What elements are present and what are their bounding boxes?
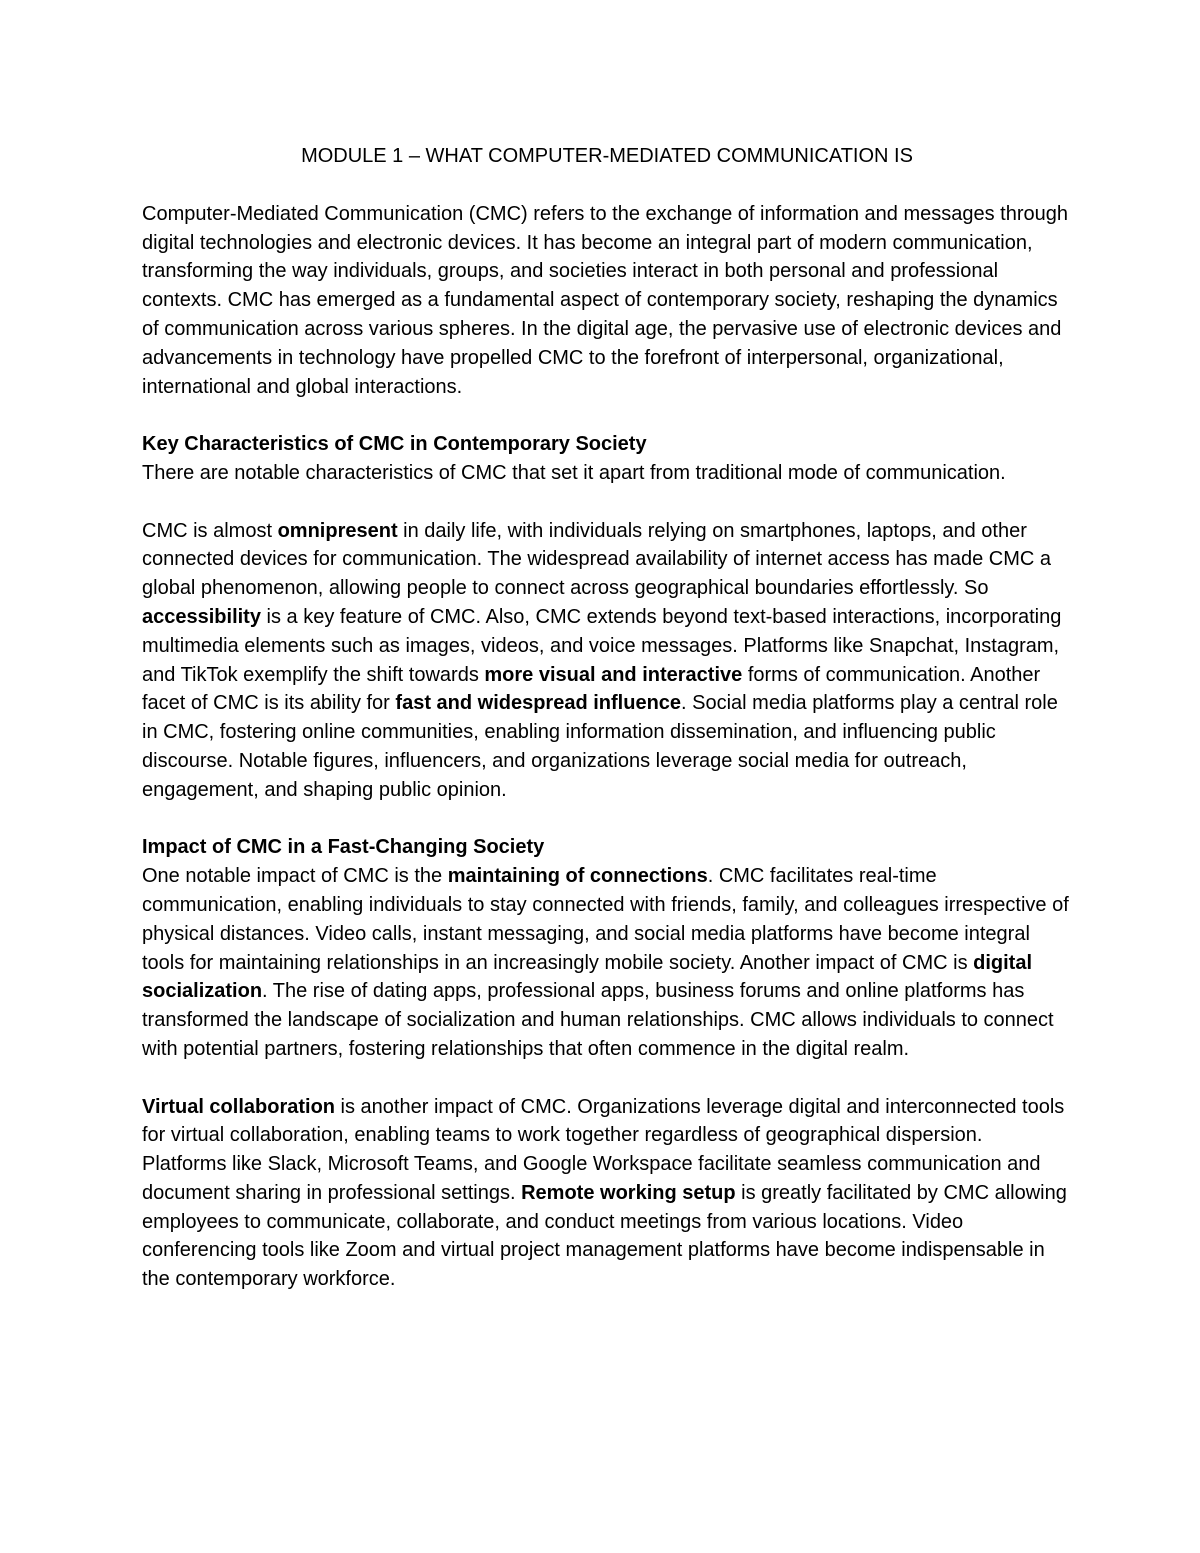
text-run: forms of communication. Another facet of CMC is its ability for (142, 663, 1041, 715)
collaboration-paragraph (142, 1093, 1072, 1295)
text-run: in daily life, with individuals relying on smartphones, laptops, and other connected devices for communication. The widespread availability of internet access has made CMC a global phenomenon, allowing people to connect across geographical boundaries effortlessly. So (142, 519, 1051, 600)
document-page (142, 142, 1072, 1294)
text-run: One notable impact of CMC is the (142, 865, 448, 888)
emphasis-omnipresent: omnipresent (277, 519, 398, 542)
intro-paragraph: Computer-Mediated Communication (CMC) refers to the exchange of information and messages through digital technologies and electronic devices. It has become an integral part of modern communication, transforming the way individuals, groups, and societies interact in both personal and professional contexts. CMC has emerged as a fundamental aspect of contemporary society, reshaping the dynamics of communication across various spheres. In the digital age, the pervasive use of electronic devices and advancements in technology have propelled CMC to the forefront of interpersonal, organizational, international and global interactions. (142, 202, 1068, 398)
emphasis-virtual-collaboration: Virtual collaboration (142, 1095, 335, 1118)
page-title: MODULE 1 – WHAT COMPUTER-MEDIATED COMMUNICATION IS (301, 145, 913, 167)
impact-paragraph (142, 862, 1072, 1064)
text-run: . The rise of dating apps, professional apps, business forums and online platforms has transformed the landscape of socialization and human relationships. CMC allows individuals to connect with potential partners, fostering relationships that often commence in the digital realm. (142, 980, 1054, 1060)
emphasis-remote-working: Remote working setup (521, 1181, 736, 1204)
text-run: . CMC facilitates real-time communication, enabling individuals to stay connected with friends, family, and colleagues irrespective of physical distances. Video calls, instant messaging, and social media platforms have become integral tools for maintaining relationships in an increasingly mobile society. Another impact of CMC is (142, 865, 1069, 974)
text-run: is another impact of CMC. Organizations leverage digital and interconnected tools for virtual collaboration, enabling teams to work together regardless of geographical dispersion. Platforms like Slack, Microsoft Teams, and Google Workspace facilitate seamless communication and document sharing in professional settings. (142, 1095, 1065, 1204)
text-run: is a key feature of CMC. Also, CMC extends beyond text-based interactions, incorporating multimedia elements such as images, videos, and voice messages. Platforms like Snapchat, Instagram, and TikTok exemplify the shift towards (142, 605, 1062, 686)
emphasis-visual-interactive: more visual and interactive (484, 663, 743, 686)
emphasis-digital-socialization: digital socialization (142, 951, 1033, 1003)
section-heading: Key Characteristics of CMC in Contemporary Society (142, 433, 647, 456)
emphasis-connections: maintaining of connections (447, 865, 708, 888)
emphasis-accessibility: accessibility (142, 605, 261, 628)
section-lead: There are notable characteristics of CMC that set it apart from traditional mode of communication. (142, 461, 1006, 484)
text-run: CMC is almost (142, 519, 278, 542)
emphasis-fast-influence: fast and widespread influence (395, 692, 682, 715)
section-characteristics (142, 430, 1072, 488)
text-run: is greatly facilitated by CMC allowing employees to communicate, collaborate, and conduct meetings from various locations. Video conferencing tools like Zoom and virtual project management platforms have become indispensable in the contemporary workforce. (142, 1181, 1067, 1291)
characteristics-paragraph (142, 517, 1072, 805)
section-impact (142, 833, 1072, 1063)
section-heading: Impact of CMC in a Fast-Changing Society (142, 836, 545, 859)
text-run: . Social media platforms play a central role in CMC, fostering online communities, enabling information dissemination, and influencing public discourse. Notable figures, influencers, and organizations leverage social media for outreach, engagement, and shaping public opinion. (142, 692, 1058, 801)
